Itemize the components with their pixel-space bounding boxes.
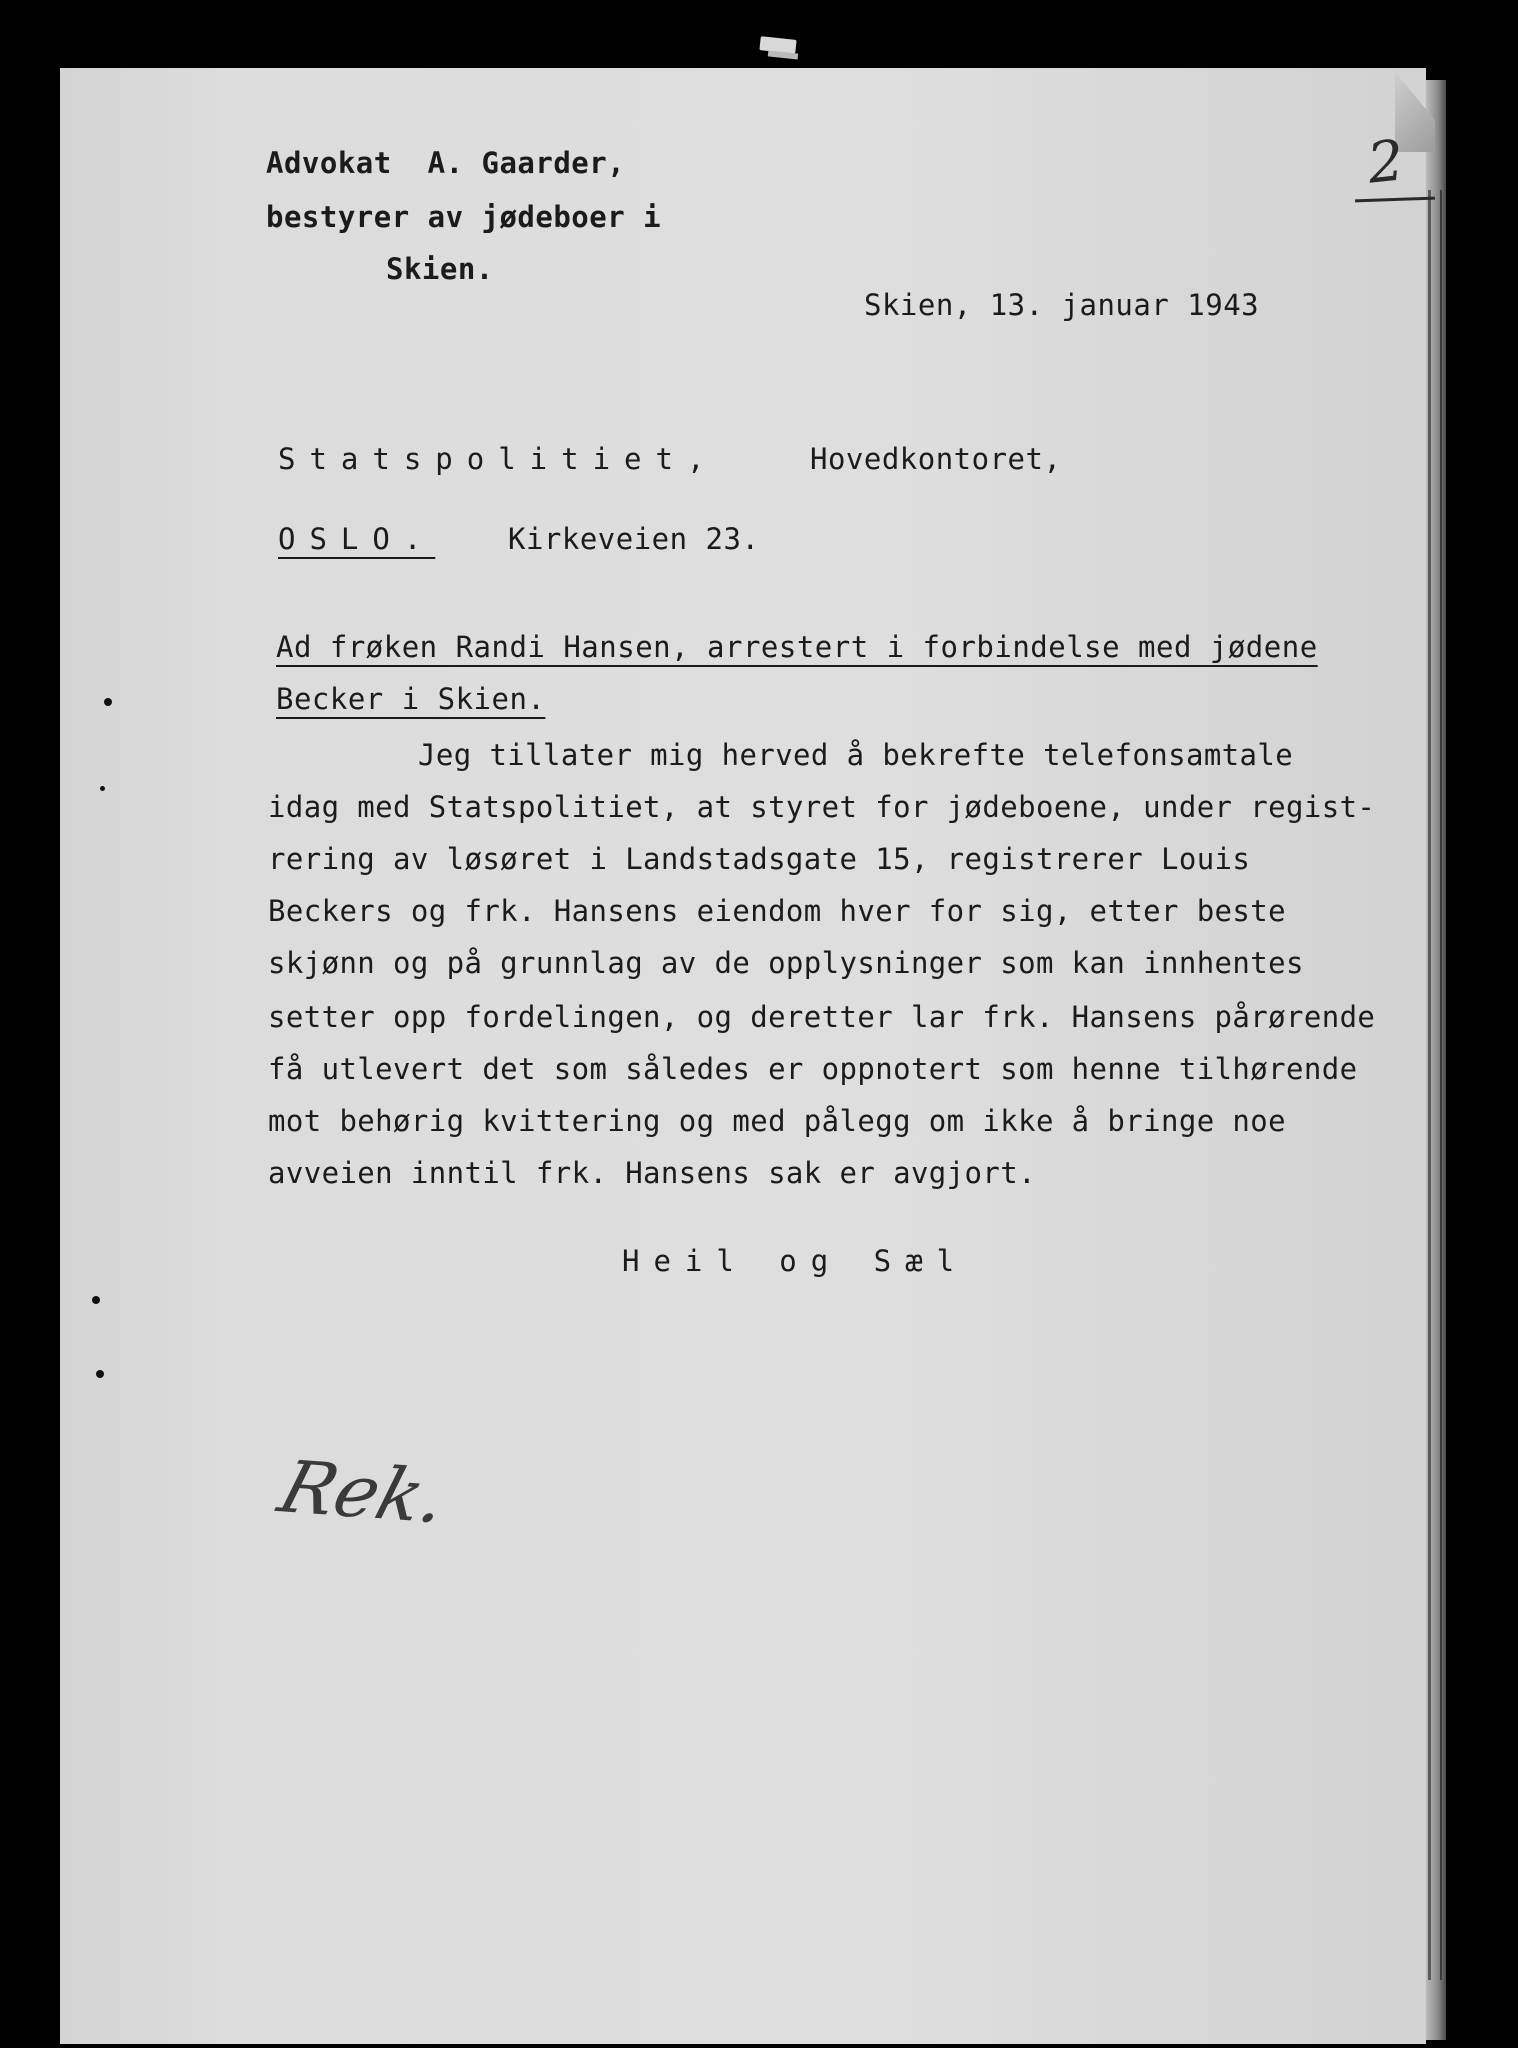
- recipient-city: OSLO.: [278, 522, 436, 556]
- punch-hole-mark: [100, 786, 105, 791]
- body-line: Jeg tillater mig herved å bekrefte telefonsamtale: [418, 738, 1294, 772]
- punch-hole-mark: [104, 698, 112, 706]
- subject-line-1: Ad frøken Randi Hansen, arrestert i forbindelse med jødene: [276, 630, 1318, 664]
- body-line: mot behørig kvittering og med pålegg om ikke å bringe noe: [268, 1104, 1286, 1138]
- handwritten-signature: Rek.: [270, 1445, 457, 1539]
- body-line: Beckers og frk. Hansens eiendom hver for sig, etter beste: [268, 894, 1286, 928]
- page-number: 2: [1364, 128, 1407, 197]
- body-line: skjønn og på grunnlag av de opplysninger som kan innhentes: [268, 946, 1304, 980]
- body-line: få utlevert det som således er oppnotert som henne tilhørende: [268, 1052, 1358, 1086]
- recipient-office: Hovedkontoret,: [810, 442, 1062, 476]
- punch-hole-mark: [96, 1370, 104, 1378]
- body-line: idag med Statspolitiet, at styret for jødeboene, under regist-: [268, 790, 1376, 824]
- binding-line: [1428, 190, 1431, 1980]
- subject-line-2: Becker i Skien.: [276, 682, 546, 716]
- sender-line-1: Advokat A. Gaarder,: [266, 146, 626, 180]
- recipient-street: Kirkeveien 23.: [508, 522, 760, 556]
- body-line: rering av løsøret i Landstadsgate 15, registrerer Louis: [268, 842, 1251, 876]
- recipient-name: Statspolitiet,: [278, 442, 719, 476]
- punch-hole-mark: [92, 1296, 100, 1304]
- body-line: avveien inntil frk. Hansens sak er avgjort.: [268, 1156, 1036, 1190]
- sender-line-3: Skien.: [386, 252, 494, 286]
- body-line: setter opp fordelingen, og deretter lar frk. Hansens pårørende: [268, 1000, 1376, 1034]
- sender-line-2: bestyrer av jødeboer i: [266, 200, 662, 234]
- binding-line: [1440, 190, 1442, 1980]
- letter-date: Skien, 13. januar 1943: [864, 288, 1260, 322]
- closing-salutation: Heil og Sæl: [622, 1244, 969, 1278]
